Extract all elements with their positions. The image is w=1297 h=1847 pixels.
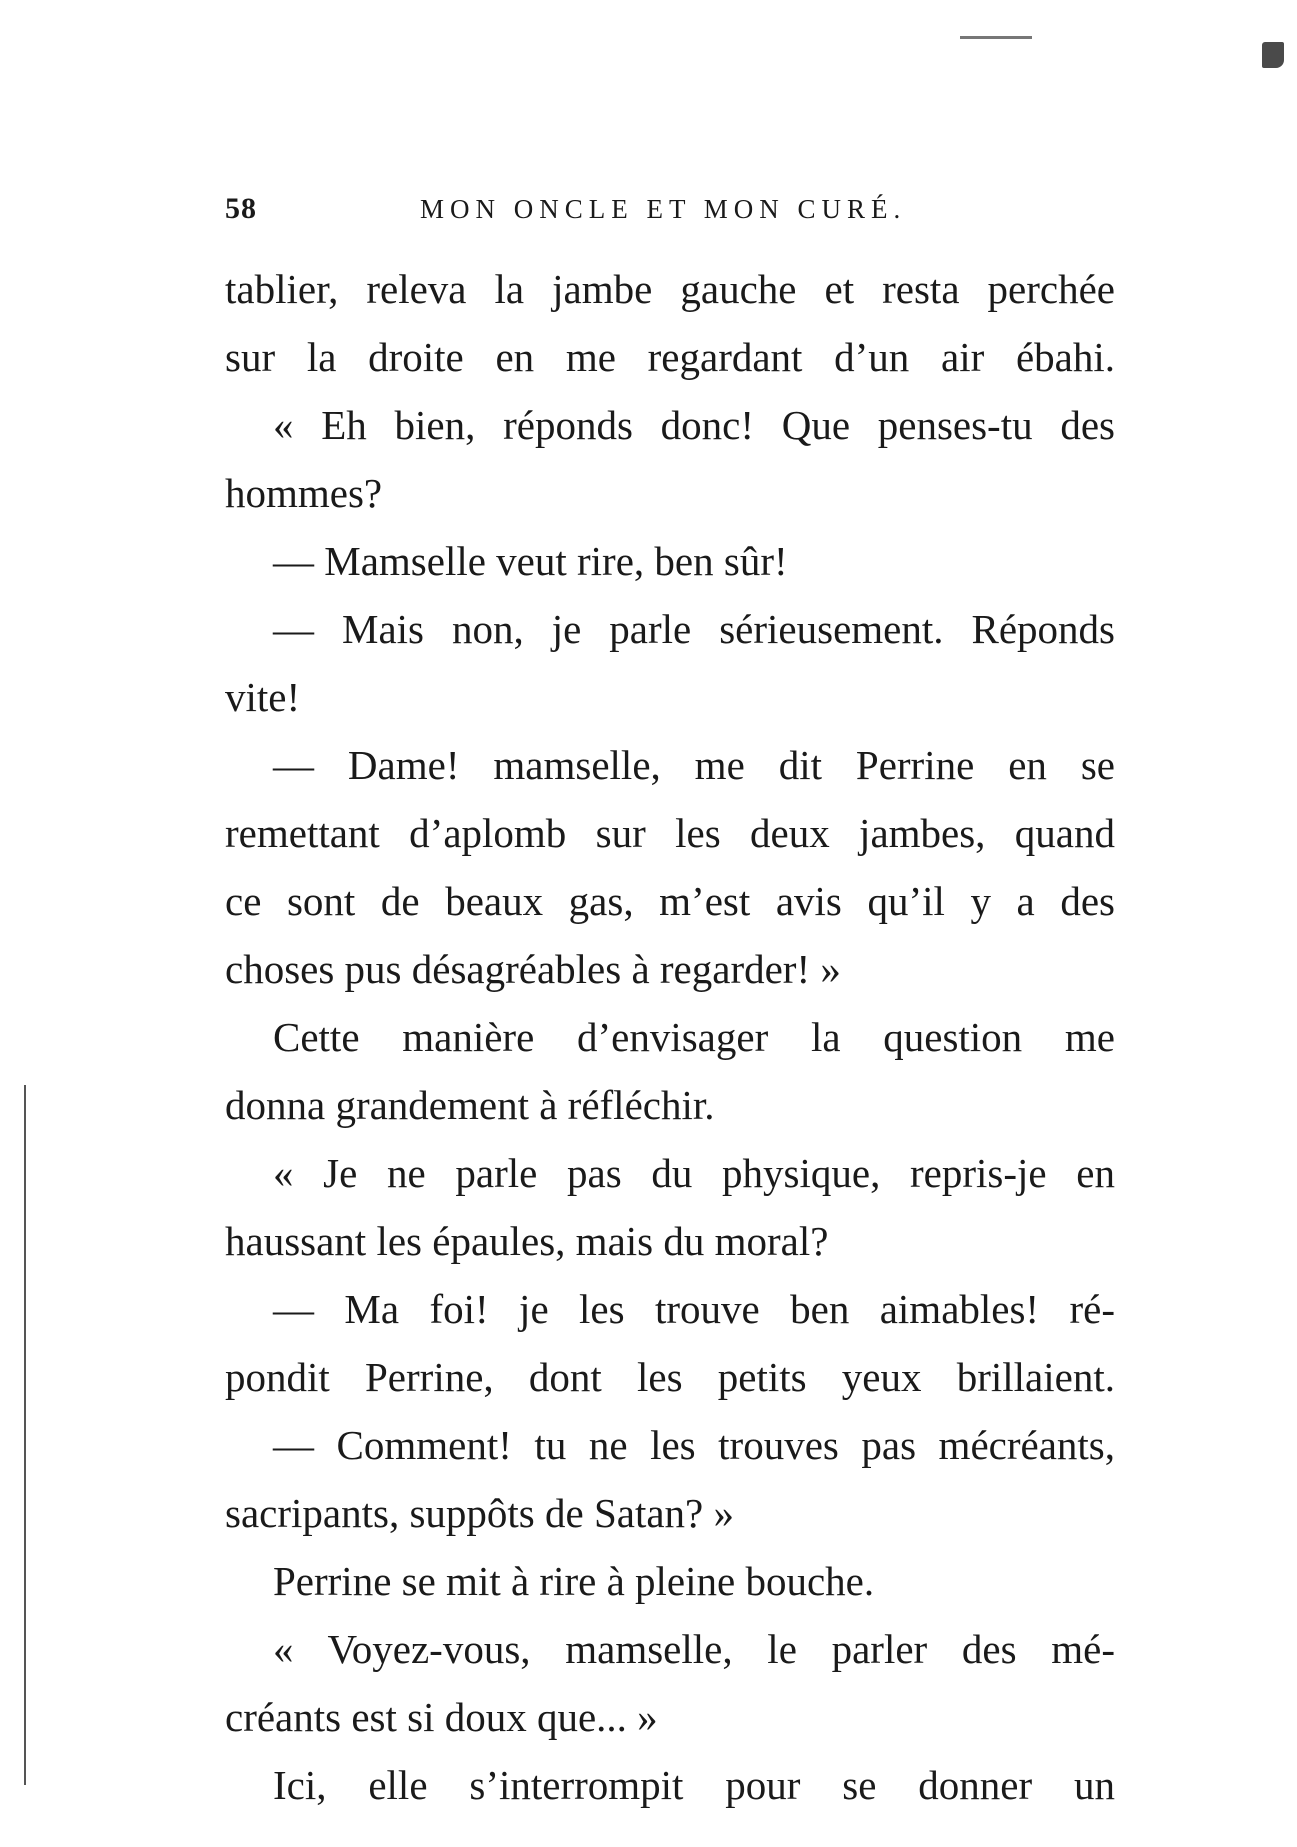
text-line: créants est si doux que... »: [225, 1694, 658, 1740]
scan-margin-line: [24, 1085, 26, 1785]
text-line: « Eh bien, réponds donc! Que penses-tu des: [273, 402, 1115, 448]
text-line: tablier, releva la jambe gauche et resta perchée: [225, 266, 1115, 312]
scan-corner-speck: [1262, 42, 1284, 68]
text-line: donna grandement à réfléchir.: [225, 1082, 715, 1128]
text-line: pondit Perrine, dont les petits yeux brillaient.: [225, 1354, 1115, 1400]
text-line: Perrine se mit à rire à pleine bouche.: [273, 1558, 875, 1604]
text-line: « Voyez-vous, mamselle, le parler des mé-: [273, 1626, 1115, 1672]
text-line: Ici, elle s’interrompit pour se donner un: [273, 1762, 1115, 1808]
text-line: haussant les épaules, mais du moral?: [225, 1218, 829, 1264]
text-line: sacripants, suppôts de Satan? »: [225, 1490, 734, 1536]
text-line: choses pus désagréables à regarder! »: [225, 946, 841, 992]
text-line: — Mais non, je parle sérieusement. Réponds: [273, 606, 1115, 652]
text-line: — Dame! mamselle, me dit Perrine en se: [273, 742, 1115, 788]
page-header: [225, 192, 1125, 232]
text-line: — Ma foi! je les trouve ben aimables! ré-: [273, 1286, 1115, 1332]
text-line: Cette manière d’envisager la question me: [273, 1014, 1115, 1060]
page-number: 58: [225, 192, 257, 225]
text-line: remettant d’aplomb sur les deux jambes, quand: [225, 810, 1115, 856]
text-line: ce sont de beaux gas, m’est avis qu’il y a des: [225, 878, 1115, 924]
text-line: vite!: [225, 674, 301, 720]
text-line: — Comment! tu ne les trouves pas mécréants,: [273, 1422, 1115, 1468]
text-line: — Mamselle veut rire, ben sûr!: [273, 538, 788, 584]
running-title: MON ONCLE ET MON CURÉ.: [420, 194, 907, 224]
text-line: « Je ne parle pas du physique, repris-je en: [273, 1150, 1115, 1196]
body-text: [225, 255, 1115, 1819]
text-line: sur la droite en me regardant d’un air ébahi.: [225, 334, 1115, 380]
scan-top-dash: [960, 36, 1032, 39]
text-line: hommes?: [225, 470, 383, 516]
